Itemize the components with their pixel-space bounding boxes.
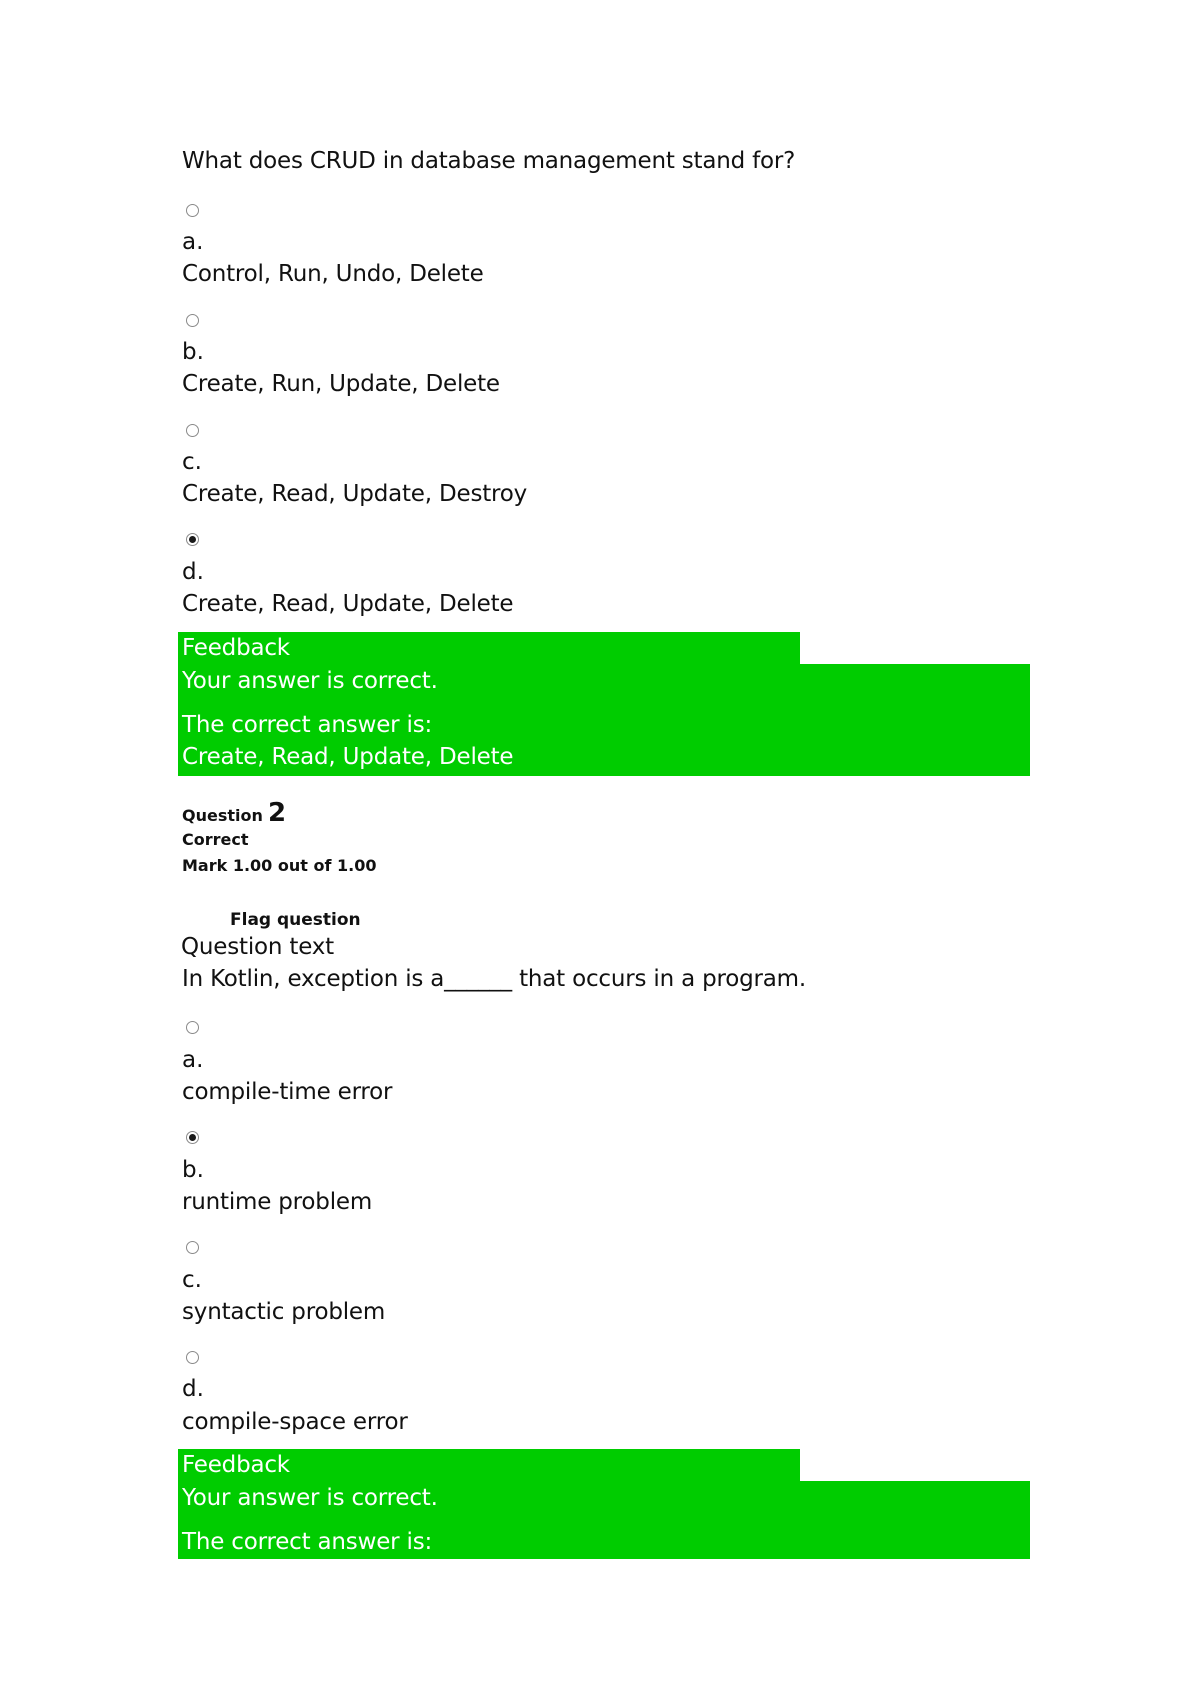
q2-radio-b[interactable] — [186, 1131, 199, 1144]
q2-number: 2 — [267, 798, 287, 828]
q2-radio-a[interactable] — [186, 1021, 199, 1034]
q1-option-letter-d: d. — [182, 559, 204, 585]
q2-option-text-b[interactable]: runtime problem — [182, 1189, 373, 1215]
q1-option-text-d[interactable]: Create, Read, Update, Delete — [182, 591, 514, 617]
q1-option-letter-b: b. — [182, 339, 204, 365]
q1-option-text-c[interactable]: Create, Read, Update, Destroy — [182, 481, 528, 507]
q2-option-letter-c: c. — [182, 1267, 202, 1293]
q1-correct-answer-label: The correct answer is: — [182, 712, 433, 738]
q2-option-text-a[interactable]: compile-time error — [182, 1079, 393, 1105]
q1-radio-b[interactable] — [186, 314, 199, 327]
q1-option-text-a[interactable]: Control, Run, Undo, Delete — [182, 261, 484, 287]
q2-option-letter-b: b. — [182, 1157, 204, 1183]
q1-feedback-result: Your answer is correct. — [182, 668, 438, 694]
q2-feedback-result: Your answer is correct. — [182, 1485, 438, 1511]
q1-radio-d[interactable] — [186, 533, 199, 546]
q2-option-text-d[interactable]: compile-space error — [182, 1409, 408, 1435]
q1-option-text-b[interactable]: Create, Run, Update, Delete — [182, 371, 500, 397]
q1-radio-a[interactable] — [186, 204, 199, 217]
q2-flag-question[interactable]: Flag question — [230, 910, 361, 930]
q1-option-letter-c: c. — [182, 449, 202, 475]
q1-feedback-heading: Feedback — [182, 635, 290, 661]
q2-radio-d[interactable] — [186, 1351, 199, 1364]
q2-option-letter-a: a. — [182, 1047, 204, 1073]
q1-question-text: What does CRUD in database management stand for? — [182, 148, 796, 174]
q2-question-number — [182, 798, 286, 828]
q2-feedback-heading: Feedback — [182, 1452, 290, 1478]
q2-state: Correct — [182, 830, 249, 849]
q2-option-letter-d: d. — [182, 1376, 204, 1402]
q2-question-label: Question — [182, 806, 263, 825]
q1-option-letter-a: a. — [182, 229, 204, 255]
q2-option-text-c[interactable]: syntactic problem — [182, 1299, 386, 1325]
q2-correct-answer-label: The correct answer is: — [182, 1529, 433, 1555]
q1-radio-c[interactable] — [186, 424, 199, 437]
q2-question-text: In Kotlin, exception is a______ that occurs in a program. — [182, 966, 806, 992]
q2-radio-c[interactable] — [186, 1241, 199, 1254]
q1-correct-answer-value: Create, Read, Update, Delete — [182, 744, 514, 770]
q2-question-heading: Question text — [181, 934, 334, 960]
q2-mark: Mark 1.00 out of 1.00 — [182, 856, 377, 875]
